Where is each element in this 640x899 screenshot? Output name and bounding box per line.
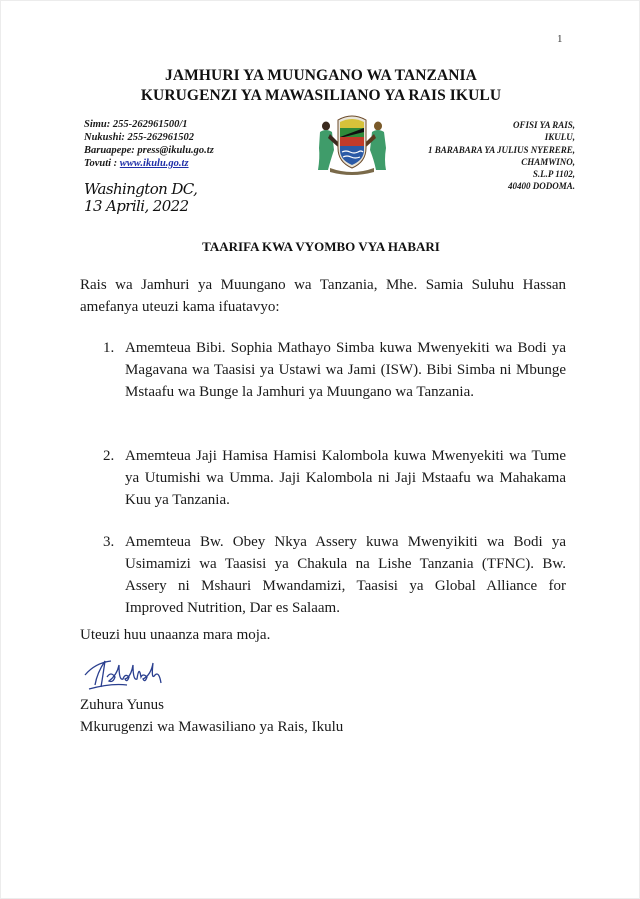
address-line: S.L.P 1102, [532,169,575,180]
address-line: 40400 DODOMA. [507,181,575,192]
contact-website [84,157,214,170]
appointment-item [80,531,566,619]
contact-fax: Nukushi: 255-262961502 [84,132,194,143]
signer-name: Zuhura Yunus [80,697,165,713]
website-link[interactable]: www.ikulu.go.tz [119,158,189,169]
office-address [428,119,575,193]
header-directorate: KURUGENZI YA MAWASILIANO YA RAIS IKULU [140,87,502,104]
dateline [84,181,197,215]
address-line: CHAMWINO, [521,156,575,167]
signer-title: Mkurugenzi wa Mawasiliano ya Rais, Ikulu [80,719,344,735]
intro-paragraph: Rais wa Jamhuri ya Muungano wa Tanzania, Mhe. Samia Suluhu Hassan amefanya uteuzi kama ifuatavyo: [80,277,566,315]
header-country: JAMHURI YA MUUNGANO WA TANZANIA [165,67,477,84]
page-number: 1 [557,33,563,45]
appointment-item [80,445,566,511]
item-number: 3. [103,534,115,550]
contact-email: Baruapepe: press@ikulu.go.tz [84,145,214,156]
item-text: Amemteua Jaji Hamisa Hamisi Kalombola kuwa Mwenyekiti wa Tume ya Utumishi wa Umma. Jaji Kalombola ni Jaji Mstaafu wa Mahakama Kuu ya Tanzania. [125,448,566,508]
dateline-place: Washington DC, [84,180,198,198]
closing-statement: Uteuzi huu unaanza mara moja. [80,627,271,643]
item-number: 1. [103,340,115,356]
item-text: Amemteua Bw. Obey Nkya Assery kuwa Mwenyikiti wa Bodi ya Usimamizi wa Taasisi ya Chakula na Lishe Tanzania (TFNC). Bw. Assery ni Mshauri Mwandamizi, Taasisi ya Global Alliance for Improved Nutrition, Dar es Salaam. [125,534,566,616]
address-line: 1 BARABARA YA JULIUS NYERERE, [428,144,575,155]
item-number: 2. [103,448,115,464]
dateline-date: 13 Aprili, 2022 [84,197,189,215]
document-title: TAARIFA KWA VYOMBO VYA HABARI [202,239,440,254]
website-label: Tovuti : [84,158,120,169]
coat-of-arms-icon [314,114,390,176]
appointment-item [80,337,566,403]
signature-icon [81,655,181,695]
contact-phone: Simu: 255-262961500/1 [84,119,188,130]
address-line: OFISI YA RAIS, [513,120,575,130]
contact-block [84,118,214,170]
item-text: Amemteua Bibi. Sophia Mathayo Simba kuwa Mwenyekiti wa Bodi ya Magavana wa Taasisi ya Ustawi wa Jami (ISW). Bibi Simba ni Mbunge Mstaafu wa Bunge la Jamhuri ya Muungano wa Tanzania. [125,340,566,400]
address-line: IKULU, [544,132,575,143]
